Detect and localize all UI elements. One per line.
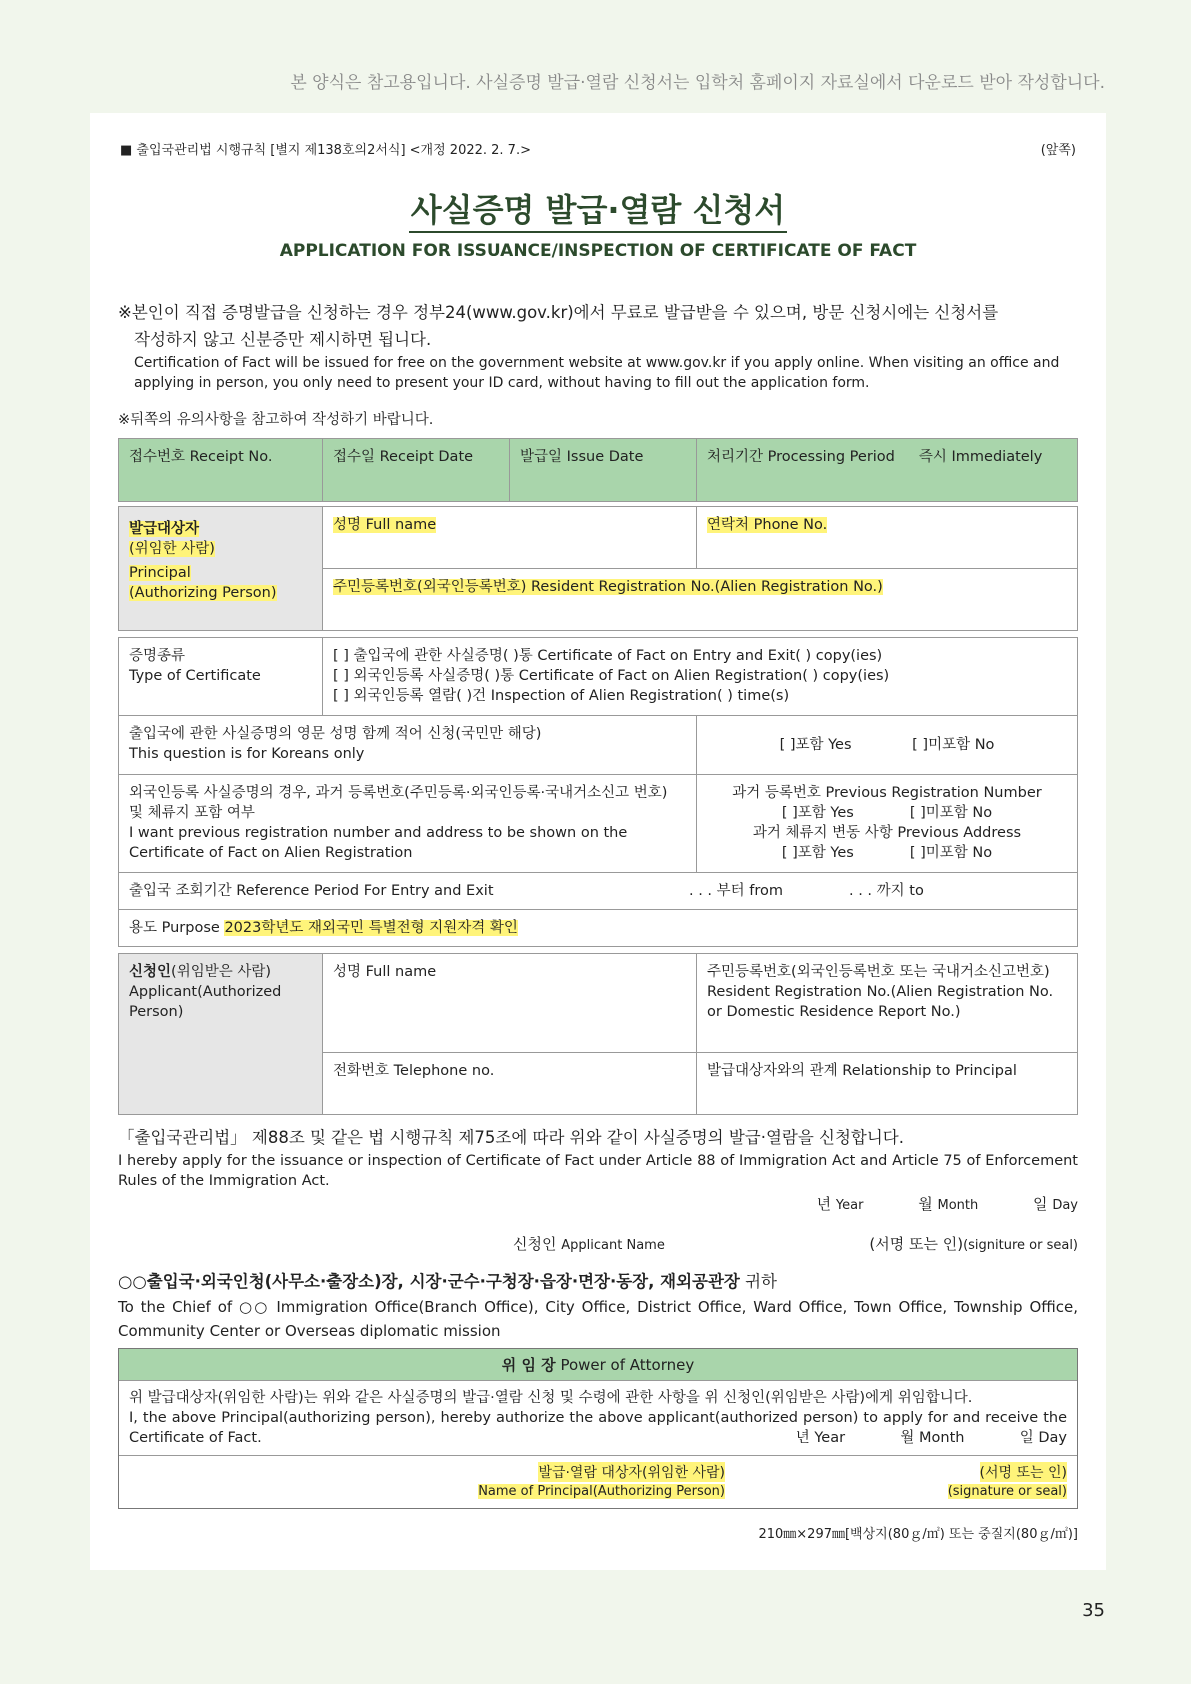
english-name-choice [697,716,1078,775]
poa-signature[interactable]: 발급·열람 대상자(위임한 사람) Name of Principal(Authorizing Person) (서명 또는 인) (signature or seal) [119,1456,1077,1508]
applicant-relationship-field[interactable]: 발급대상자와의 관계 Relationship to Principal [697,1053,1078,1115]
purpose-row[interactable]: 용도 Purpose 2023학년도 재외국민 특별전형 지원자격 확인 [119,910,1078,947]
principal-label: 발급대상자 (위임한 사람) Principal (Authorizing Person) [119,507,323,631]
principal-rrn-field[interactable]: 주민등록번호(외국인등록번호) Resident Registration No.(Alien Registration No.) [323,569,1078,631]
previous-info-choices: 과거 등록번호 Previous Registration Number [ ]포함 Yes [ ]미포함 No 과거 체류지 변동 사항 Previous Address [ ]포함 Yes [ ]미포함 No [697,775,1078,873]
certificate-option-alien-registration[interactable]: [ ] 외국인등록 사실증명( )통 Certificate of Fact on Alien Registration( ) copy(ies) [333,668,890,684]
front-side-label: (앞쪽) [1040,143,1076,158]
english-name-yes-checkbox[interactable]: [ ]포함 Yes [779,737,852,753]
law-reference: ■ 출입국관리법 시행규칙 [별지 제138호의2서식] <개정 2022. 2. 7.> [120,143,531,158]
form-title: 사실증명 발급·열람 신청서 [90,185,1106,231]
purpose-value: 2023학년도 재외국민 특별전형 지원자격 확인 [224,920,518,936]
applicant-rrn-field[interactable]: 주민등록번호(외국인등록번호 또는 국내거소신고번호) Resident Registration No.(Alien Registration No. or Domestic Residence Report No.) [697,954,1078,1053]
reference-period-row[interactable]: 출입국 조회기간 Reference Period For Entry and Exit . . . 부터 from . . . 까지 to [119,873,1078,910]
receipt-date-cell[interactable]: 접수일 Receipt Date [323,439,510,502]
applicant-table [118,953,1078,1115]
receipt-no-cell[interactable]: 접수번호 Receipt No. [119,439,323,502]
certificate-type-options [323,638,1078,716]
paper-spec: 210㎜×297㎜[백상지(80ｇ/㎡) 또는 중질지(80ｇ/㎡)] [758,1527,1078,1542]
previous-info-question: 외국인등록 사실증명의 경우, 과거 등록번호(주민등록·외국인등록·국내거소신고 번호) 및 체류지 포함 여부 I want previous registration number and address to be shown on the Certificate of Fact on Alien Registration [119,775,697,873]
poa-title: 위 임 장 Power of Attorney [119,1349,1077,1381]
applicant-full-name-field[interactable]: 성명 Full name [323,954,697,1053]
principal-phone-field[interactable]: 연락처 Phone No. [697,507,1078,569]
certificate-type-label: 증명종류 Type of Certificate [119,638,323,716]
application-date[interactable]: 년 Year 월 Month 일 Day [816,1195,1078,1213]
applicant-label: 신청인(위임받은 사람) Applicant(Authorized Person) [119,954,323,1115]
previous-addr-yes-checkbox[interactable]: [ ]포함 Yes [781,845,854,861]
receipt-table [118,438,1078,502]
power-of-attorney [118,1348,1078,1509]
english-name-question: 출입국에 관한 사실증명의 영문 성명 함께 적어 신청(국민만 해당) This question is for Koreans only [119,716,697,775]
principal-full-name-field[interactable]: 성명 Full name [323,507,697,569]
english-name-no-checkbox[interactable]: [ ]미포함 No [912,737,995,753]
poa-date[interactable]: 년 Year 월 Month 일 Day [788,1428,1067,1448]
applicant-telephone-field[interactable]: 전화번호 Telephone no. [323,1053,697,1115]
previous-reg-no-checkbox[interactable]: [ ]미포함 No [909,805,993,821]
declaration: 「출입국관리법」 제88조 및 같은 법 시행규칙 제75조에 따라 위와 같이 사실증명의 발급·열람을 신청합니다. I hereby apply for the issuance or inspection of Certificate of Fact under Article 88 of Immigration Act and Article 75 of Enforcement Rules of the Immigration Act. [118,1128,1078,1189]
certificate-table [118,637,1078,947]
certificate-option-inspection[interactable]: [ ] 외국인등록 열람( )건 Inspection of Alien Registration( ) time(s) [333,688,790,704]
processing-period-cell: 처리기간 Processing Period 즉시 Immediately [697,439,1078,502]
reference-notice: 본 양식은 참고용입니다. 사실증명 발급·열람 신청서는 입학처 홈페이지 자료실에서 다운로드 받아 작성합니다. [290,73,1105,93]
reverse-side-notice: ※뒤쪽의 유의사항을 참고하여 작성하기 바랍니다. [118,412,434,428]
certificate-option-entry-exit[interactable]: [ ] 출입국에 관한 사실증명( )통 Certificate of Fact on Entry and Exit( ) copy(ies) [333,648,883,664]
issue-date-cell[interactable]: 발급일 Issue Date [510,439,697,502]
form-subtitle: APPLICATION FOR ISSUANCE/INSPECTION OF CERTIFICATE OF FACT [279,241,917,261]
principal-table [118,506,1078,631]
page-number: 35 [1082,1600,1105,1621]
online-notice: ※본인이 직접 증명발급을 신청하는 경우 정부24(www.gov.kr)에서 무료로 발급받을 수 있으며, 방문 신청시에는 신청서를 작성하지 않고 신분증만 제시하면 됩니다. Certification of Fact will be issued for free on the government website at www.gov.kr if you apply online. When visiting an office and applying in person, you only need to present your ID card, without having to fill out the application form. [118,303,1060,391]
previous-reg-yes-checkbox[interactable]: [ ]포함 Yes [781,805,854,821]
poa-body: 위 발급대상자(위임한 사람)는 위와 같은 사실증명의 발급·열람 신청 및 수령에 관한 사항을 위 신청인(위임받은 사람)에게 위임합니다. I, the above Principal(authorizing person), hereby authorize the above applicant(authorized person) to apply for and receive the Certificate of Fact. 년 Year 월 Month 일 Day [119,1381,1077,1456]
addressee: ○○출입국·외국인청(사무소·출장소)장, 시장·군수·구청장·읍장·면장·동장, 재외공관장 귀하 To the Chief of ○○ Immigration Office(Branch Office), City Office, District Office, Ward Office, Town Office, Township Office, Community Center or Overseas diplomatic mission [118,1272,1078,1340]
previous-addr-no-checkbox[interactable]: [ ]미포함 No [909,845,993,861]
application-form-sheet: ■ 출입국관리법 시행규칙 [별지 제138호의2서식] <개정 2022. 2. 7.> (앞쪽) 사실증명 발급·열람 신청서 APPLICATION FOR ISSUANCE/INSPECTION OF CERTIFICATE OF FACT ※본인이 직접 증명발급을 신청하는 경우 정부24(www.gov.kr)에서 무료로 발급받을 수 있으며, 방문 신청시에는 신청서를 작성하지 않고 신분증만 제시하면 됩니다. Certification of Fact will be issued for free on the government website at www.gov.kr if you apply online. When visiting an office and applying in person, you only need to present your ID card, without having to fill out the application form. ※뒤쪽의 유의사항을 참고하여 작성하기 바랍니다. 접수번호 Receipt No. 접수일 Receipt Date 발급일 Issue Date 처리기간 Processing Period 즉시 Immediately 발급대상자 (위임한 사람) Principal (Authorizing Person) 성명 Full name 연락처 Phone No. 주민등록번호(외국인등록번호) Resident Registration No.(Alien Registration No.) 증명종류 Type of Certificate [ ] 출입국에 관한 사실증명( )통 Certificate of Fact on Entry and Exit( ) copy(ies) [ ] 외국인등록 사실증명( )통 Certificate of Fact on Alien Registration( ) copy(ies) [ ] 외국인등록 열람( )건 Inspection of Alien Registration( ) time(s) 출입국에 관한 사실증명의 영문 성명 함께 적어 신청(국민만 해당) This question is for Koreans only [ ]포함 Yes [ ]미포함 No 외국인등록 사실증명의 경우, 과거 등록번호(주민등록·외국인등록·국내거소신고 번호) 및 체류지 포함 여부 I want previous registration number and address to be shown on the Certificate of Fact on Alien Registration 과거 등록번호 Previous Registration Number [ ]포함 Yes [ ]미포함 No 과거 체류지 변동 사항 Previous Address [ ]포함 Yes [ ]미포함 No 출입국 조회기간 Reference Period For Entry and Exit . . . 부터 from . . . 까지 to 용도 Purpose 2023학년도 재외국민 특별전형 지원자격 확인 신청인(위임받은 사람) Applicant(Authorized Person) 성명 Full name 주민등록번호(외국인등록번호 또는 국내거소신고번호) Resident Registration No.(Alien Registration No. or Domestic Residence Report No.) 전화번호 Telephone no. 발급대상자와의 관계 Relationship to Principal 「출입국관리법」 제88조 및 같은 법 시행규칙 제75조에 따라 위와 같이 사실증명의 발급·열람을 신청합니다. I hereby apply for the issuance or inspection of Certificate of Fact under Article 88 of Immigration Act and Article 75 of Enforcement Rules of the Immigration Act. 년 Year 월 Month 일 Day 신청인 Applicant Name (서명 또는 인)(signiture or seal) ○○출입국·외국인청(사무소·출장소)장, 시장·군수·구청장·읍장·면장·동장, 재외공관장 귀하 To the Chief of ○○ Immigration Office(Branch Office), City Office, District Office, Ward Office, Town Office, Township Office, Community Center or Overseas diplomatic mission 위 임 장 Power of Attorney 위 발급대상자(위임한 사람)는 위와 같은 사실증명의 발급·열람 신청 및 수령에 관한 사항을 위 신청인(위임받은 사람)에게 위임합니다. I, the above Principal(authorizing person), hereby authorize the above applicant(authorized person) to apply for and receive the Certificate of Fact. 년 Year 월 Month 일 Day 발급·열람 대상자(위임한 사람) Name of Principal(Authorizing Person) (서명 또는 인) (signature or seal) 210㎜×297㎜[백상지(80ｇ/㎡) 또는 중질지(80ｇ/㎡)] [90,113,1106,1570]
